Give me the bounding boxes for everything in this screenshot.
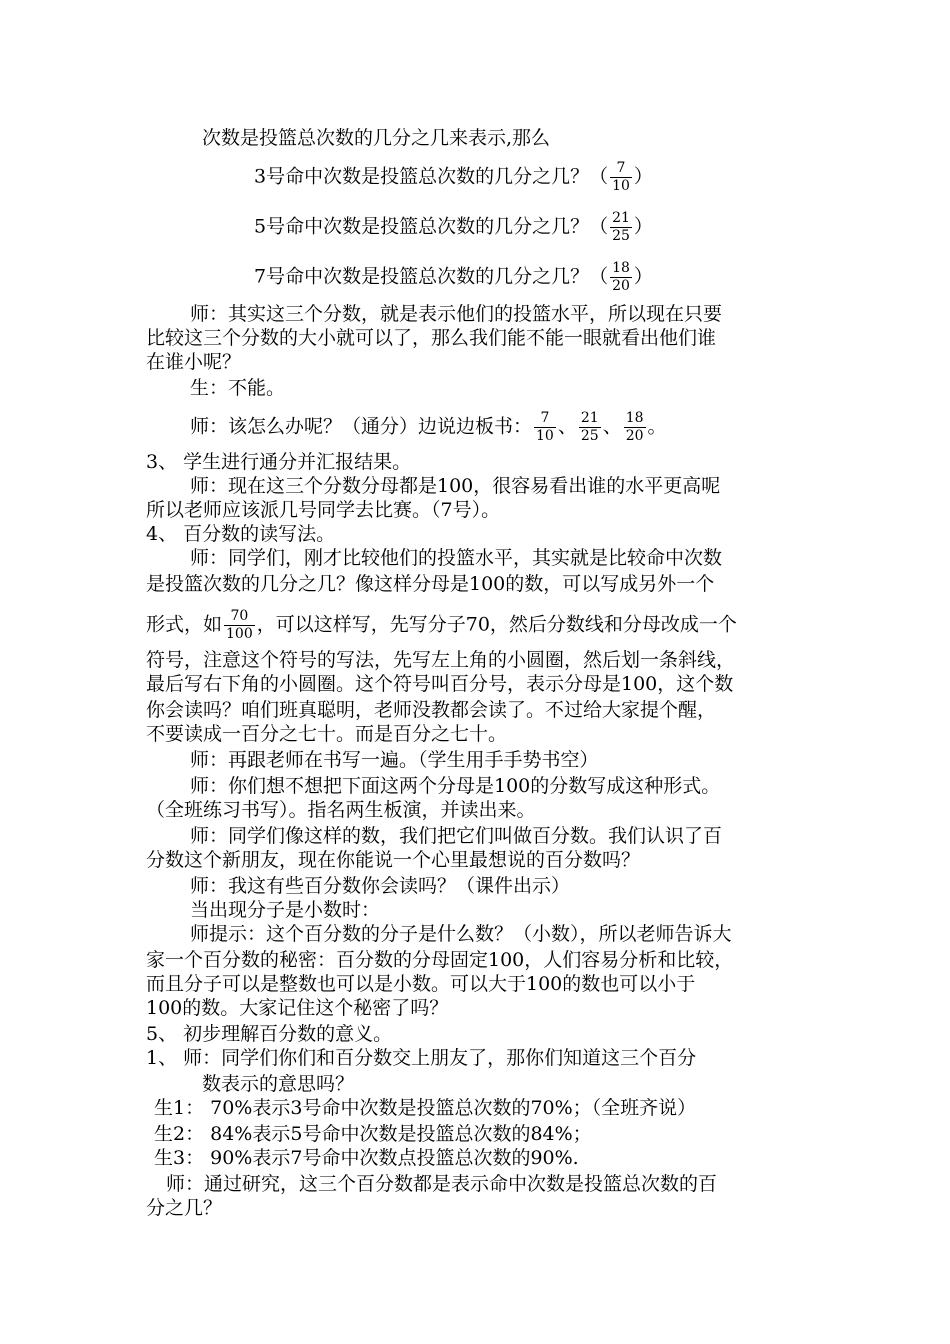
question-line-3: 3号命中次数是投篮总次数的几分之几？（ $\frac{7}{10}$ ）: [254, 160, 653, 194]
text-line: 师：现在这三个分数分母都是100，很容易看出谁的水平更高呢: [190, 475, 721, 497]
text-line: 你会读吗？咱们班真聪明，老师没教都会读了。不过给大家提个醒，: [146, 699, 717, 721]
fraction-21-25: $\frac{21}{25}$: [612, 210, 630, 244]
text-line: 而且分子可以是整数也可以是小数。可以大于100的数也可以小于: [146, 973, 696, 995]
text-line: 分之几？: [146, 1197, 223, 1219]
section-heading: 3、 学生进行通分并汇报结果。: [146, 451, 412, 473]
text-line: 比较这三个分数的大小就可以了，那么我们能不能一眼就看出他们谁: [146, 327, 717, 349]
question-line-7: 7号命中次数是投篮总次数的几分之几？（ $\frac{18}{20}$ ）: [254, 260, 653, 294]
fraction-70-100: $\frac{70}{100}$: [226, 608, 253, 642]
student-answer: 生2： 84%表示5号命中次数是投篮总次数的84%；: [154, 1123, 592, 1145]
fraction-7-10: $\frac{7}{10}$: [612, 160, 630, 194]
list-item: 1、 师：同学们你们和百分数交上朋友了，那你们知道这三个百分: [146, 1047, 697, 1069]
text-line: 最后写右下角的小圆圈。这个符号叫百分号，表示分母是100，这个数: [146, 673, 734, 695]
text-line: 生：不能。: [190, 377, 286, 399]
text-line: 师提示：这个百分数的分子是什么数？（小数），所以老师告诉大: [190, 923, 732, 945]
text-line: 所以老师应该派几号同学去比赛。（7号）。: [146, 499, 501, 521]
text-line: （全班练习书写）。指名两生板演，并读出来。: [146, 799, 536, 821]
text-line: 师：你们想不想把下面这两个分母是100的分数写成这种形式。: [190, 775, 721, 797]
text-line: 师：同学们，刚才比较他们的投篮水平，其实就是比较命中次数: [190, 547, 723, 569]
text-line: 当出现分子是小数时：: [190, 899, 381, 921]
text-line: 数表示的意思吗？: [202, 1073, 355, 1095]
text-line: 师：通过研究，这三个百分数都是表示命中次数是投篮总次数的百: [166, 1173, 718, 1195]
fraction-18-20: $\frac{18}{20}$: [625, 410, 644, 444]
text-line: 师：其实这三个分数，就是表示他们的投篮水平，所以现在只要: [190, 303, 723, 325]
section-heading: 5、 初步理解百分数的意义。: [146, 1023, 393, 1045]
student-answer: 生1： 70%表示3号命中次数是投篮总次数的70%；（全班齐说）: [154, 1097, 697, 1119]
board-writing-line: 师：该怎么办呢？（通分）边说边板书： $\frac{7}{10}$ 、 $\frac{21}{25}$ 、 $\frac{18}{20}$ 。: [190, 410, 667, 444]
text-line: 师：同学们像这样的数，我们把它们叫做百分数。我们认识了百: [190, 825, 723, 847]
text-line: 家一个百分数的秘密：百分数的分母固定100，人们容易分析和比较，: [146, 949, 734, 971]
section-heading: 4、 百分数的读写法。: [146, 523, 336, 545]
text-line: 100的数。大家记住这个秘密了吗？: [146, 997, 449, 1019]
text-line: 是投篮次数的几分之几？像这样分母是100的数，可以写成另外一个: [146, 573, 715, 595]
text-line: 师：再跟老师在书写一遍。（学生用手手势书空）: [190, 749, 599, 771]
student-answer: 生3： 90%表示7号命中次数点投篮总次数的90%.: [154, 1147, 579, 1169]
text-line: 师：我这有些百分数你会读吗？（课件出示）: [190, 875, 571, 897]
text-line: 次数是投篮总次数的几分之几来表示,那么: [202, 127, 551, 149]
fraction-21-25: $\frac{21}{25}$: [580, 410, 599, 444]
text-line: 在谁小呢？: [146, 351, 242, 373]
question-line-5: 5号命中次数是投篮总次数的几分之几？（ $\frac{21}{25}$ ）: [254, 210, 653, 244]
fraction-7-10: $\frac{7}{10}$: [536, 410, 554, 444]
fraction-18-20: $\frac{18}{20}$: [612, 260, 630, 294]
text-line: 分数这个新朋友，现在你能说一个心里最想说的百分数吗？: [146, 849, 641, 871]
text-line-with-fraction: 形式，如 $\frac{70}{100}$ ，可以这样写，先写分子70，然后分数线和分母改成一个: [146, 608, 737, 642]
text-line: 不要读成一百分之七十。而是百分之七十。: [146, 723, 508, 745]
text-line: 符号，注意这个符号的写法，先写左上角的小圆圈，然后划一条斜线，: [146, 649, 736, 671]
